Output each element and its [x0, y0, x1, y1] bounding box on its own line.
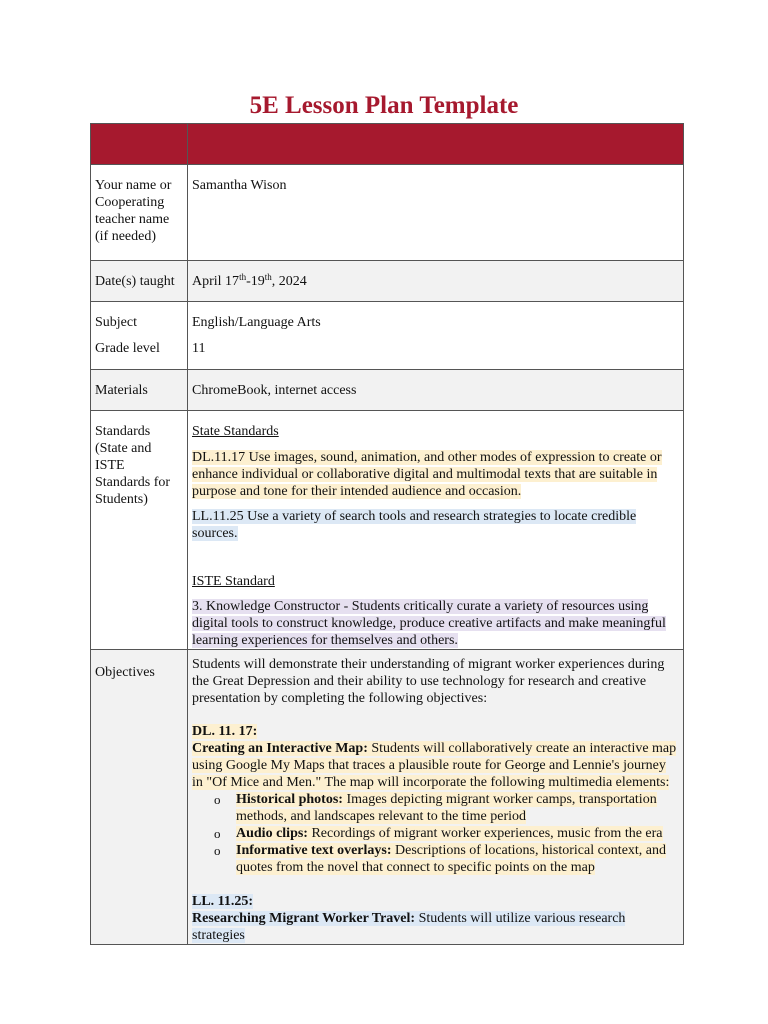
list-item: o Historical photos: Images depicting migrant worker camps, transportation methods, and landscapes relevant to the time period	[214, 792, 657, 824]
list-item: o Informative text overlays: Descriptions of locations, historical context, and quotes from the novel that connect to specific points on the map	[214, 843, 667, 875]
iste-standard-heading: ISTE Standard	[192, 574, 275, 589]
bullet-icon: o	[214, 792, 221, 807]
bullet-icon: o	[214, 843, 221, 858]
header-cell-left	[91, 124, 188, 165]
subject-label: Subject	[95, 315, 137, 330]
standards-label: Standards (State and ISTE Standards for Students)	[91, 411, 188, 650]
table-header-row	[91, 124, 684, 165]
table-row-name	[91, 165, 684, 261]
dates-value: April 17th-19th, 2024	[188, 261, 684, 302]
table-row-materials	[91, 370, 684, 411]
page-title: 5E Lesson Plan Template	[249, 92, 519, 119]
table-row-subject	[91, 302, 684, 370]
objective-dl-heading: DL. 11. 17:	[192, 724, 258, 739]
dates-label: Date(s) taught	[91, 261, 188, 302]
grade-label: Grade level	[95, 341, 160, 356]
objective-research-text: Researching Migrant Worker Travel: Students will utilize various research strategies	[192, 911, 626, 943]
name-label: Your name or Cooperating teacher name (if needed)	[91, 165, 188, 261]
objective-ll-heading: LL. 11.25:	[192, 894, 254, 909]
lesson-plan-table	[90, 123, 684, 945]
subject-value-cell	[188, 302, 684, 370]
subject-label-cell	[91, 302, 188, 370]
iste-standard-3: 3. Knowledge Constructor - Students critically curate a variety of resources using digital tools to construct knowledge, produce creative artifacts and make meaningful learning experiences for themselves and others.	[192, 599, 666, 648]
materials-label: Materials	[91, 370, 188, 411]
standards-value-cell	[188, 411, 684, 650]
state-standards-heading: State Standards	[192, 424, 279, 439]
objectives-intro: Students will demonstrate their understanding of migrant worker experiences during the Great Depression and their ability to use technology for research and creative presentation by completing the following objectives:	[192, 657, 665, 706]
header-cell-right	[188, 124, 684, 165]
table-row-dates	[91, 261, 684, 302]
materials-value: ChromeBook, internet access	[188, 370, 684, 411]
standard-ll-11-25: LL.11.25 Use a variety of search tools and research strategies to locate credible sources.	[192, 509, 637, 541]
standard-dl-11-17: DL.11.17 Use images, sound, animation, and other modes of expression to create or enhance individual or collaborative digital and multimodal texts that are suitable in purpose and tone for their intended audience and occasion.	[192, 450, 662, 499]
subject-value: English/Language Arts	[192, 315, 321, 330]
objective-map-text: Creating an Interactive Map: Students will collaboratively create an interactive map using Google My Maps that traces a plausible route for George and Lennie's journey in "Of Mice and Men." The map will incorporate the following multimedia elements:	[192, 741, 677, 790]
bullet-icon: o	[214, 826, 221, 841]
list-item: o Audio clips: Recordings of migrant worker experiences, music from the era	[214, 826, 663, 841]
name-value: Samantha Wison	[188, 165, 684, 261]
table-row-standards	[91, 411, 684, 650]
objectives-value-cell	[188, 650, 684, 945]
table-row-objectives	[91, 650, 684, 945]
grade-value: 11	[192, 341, 206, 356]
multimedia-elements-list	[192, 791, 679, 876]
objectives-label: Objectives	[91, 650, 188, 945]
